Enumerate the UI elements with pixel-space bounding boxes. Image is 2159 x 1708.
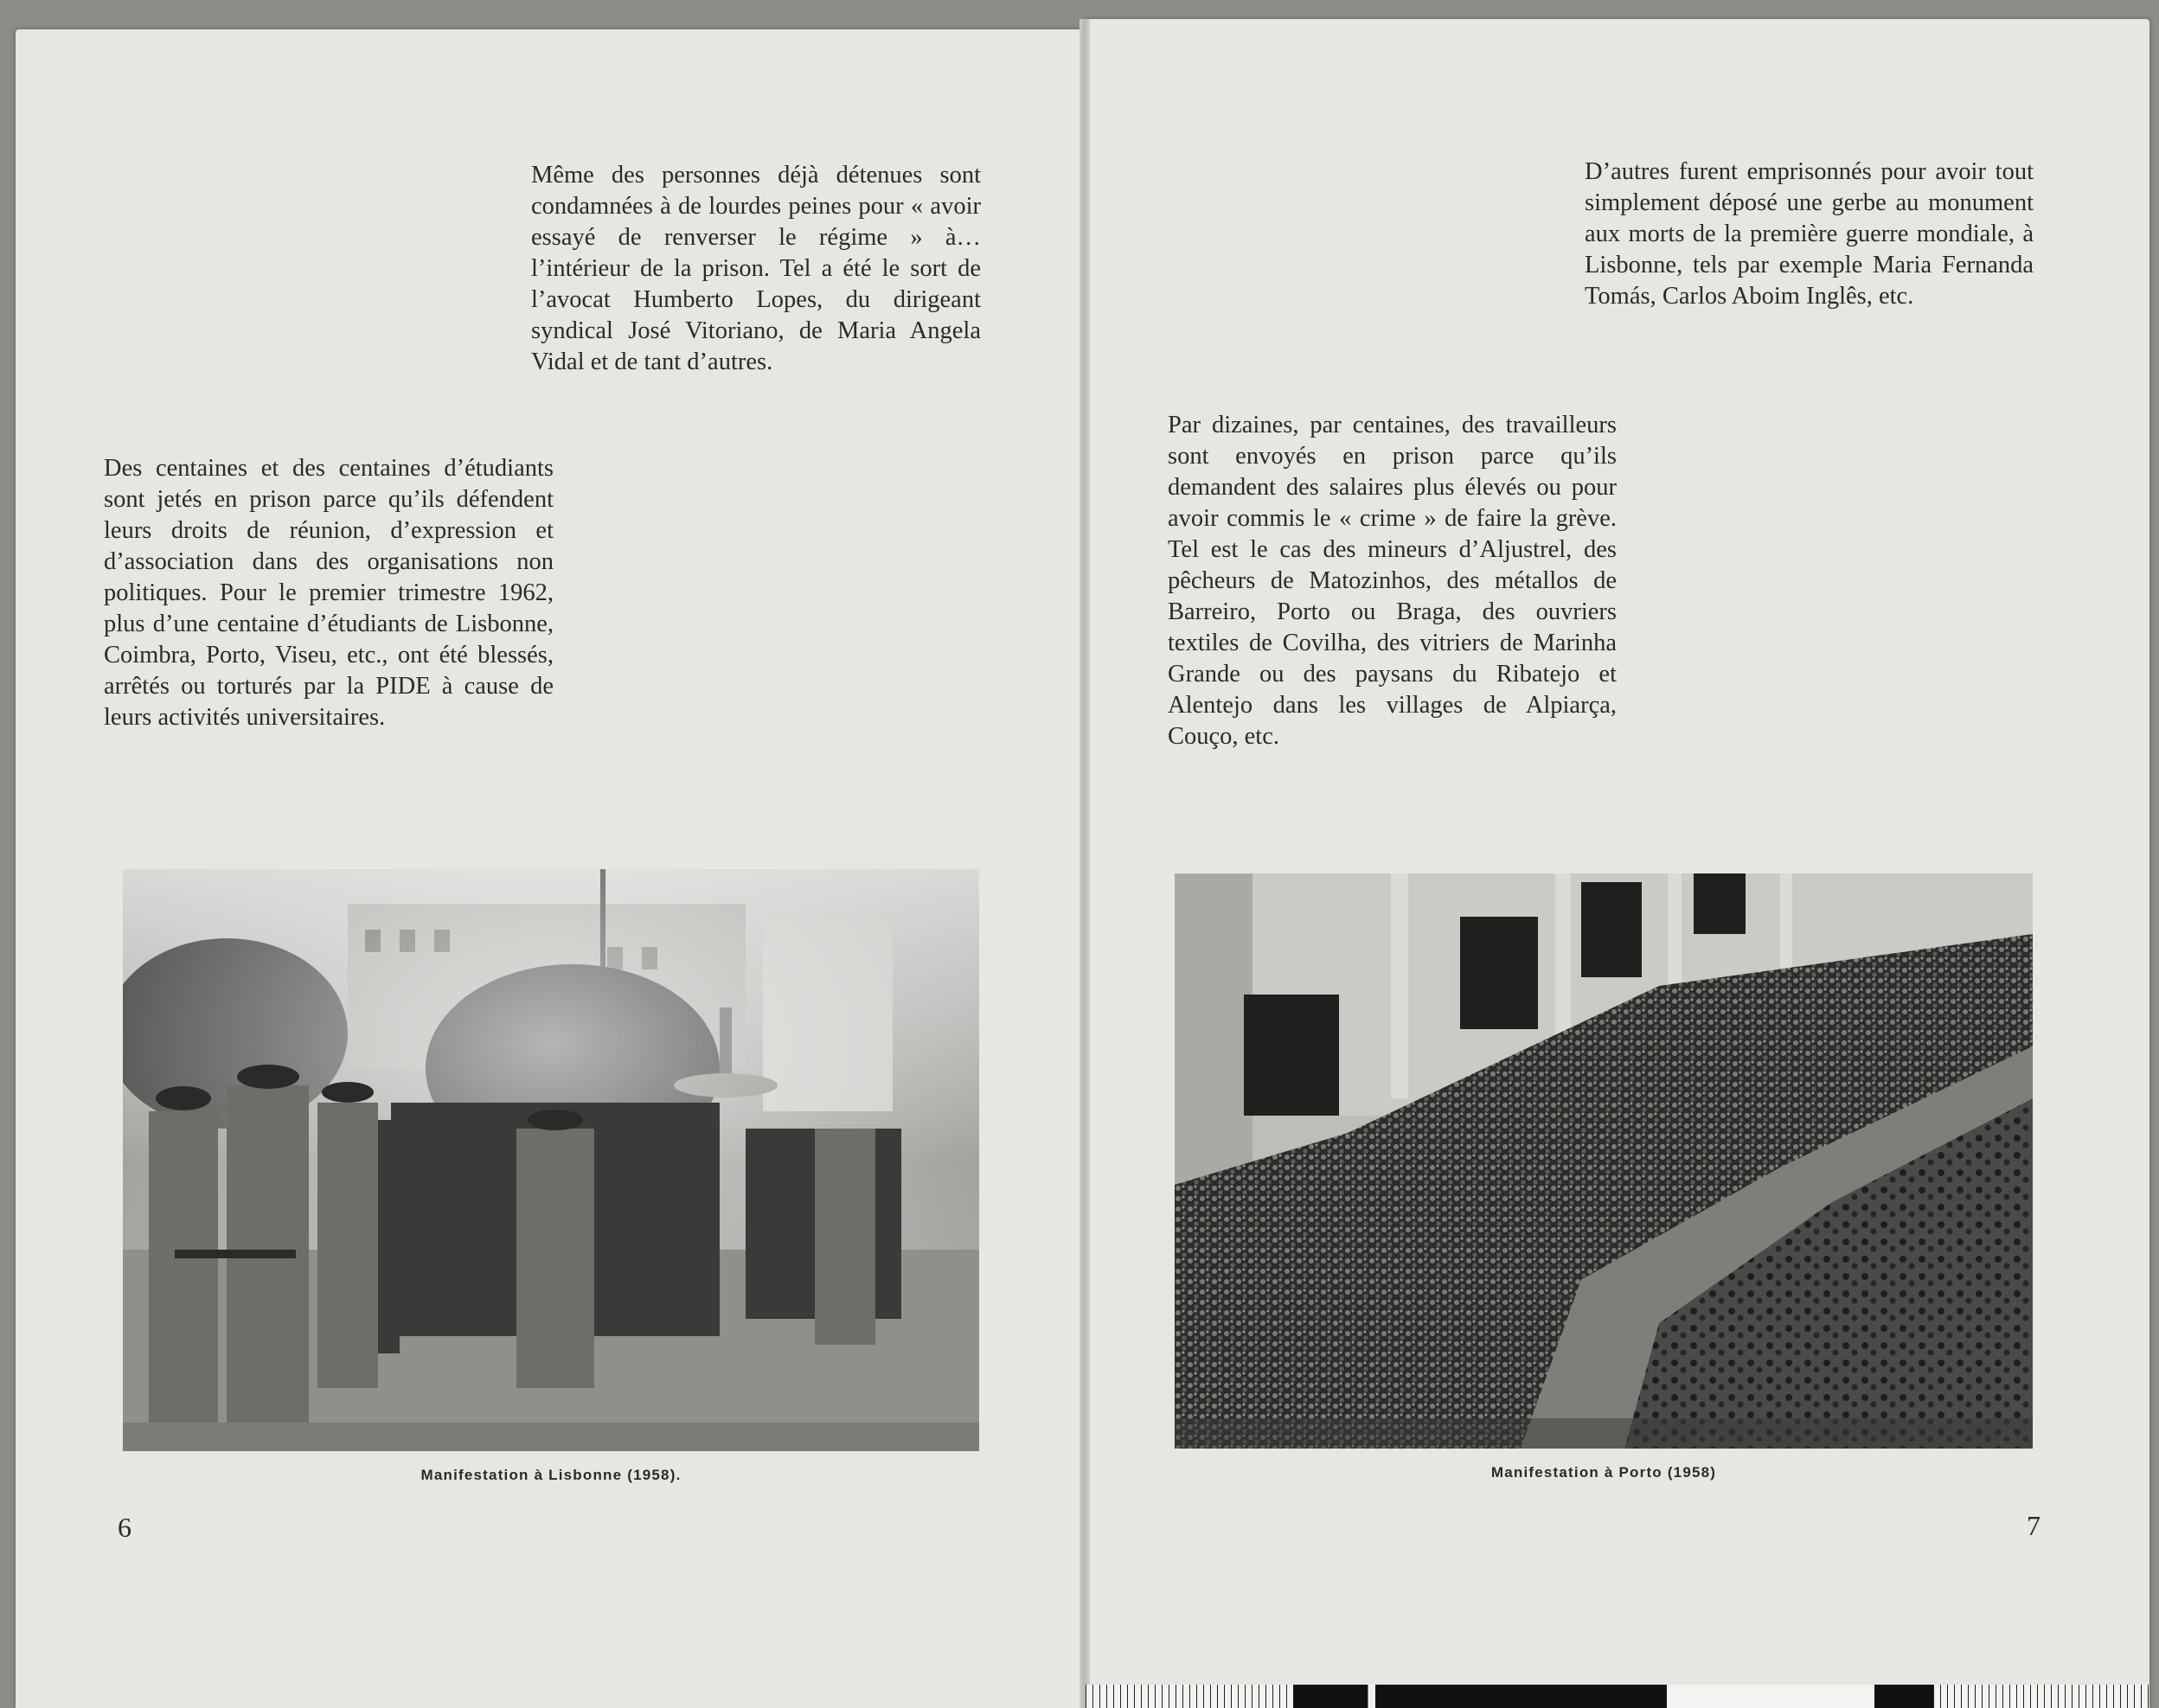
photo-porto-image	[1175, 873, 2033, 1449]
book-gutter	[1080, 19, 1090, 1708]
caption-porto: Manifestation à Porto (1958)	[1490, 1464, 1717, 1481]
page-number-right: 7	[2027, 1510, 2040, 1541]
scale-ruler-segment	[1086, 1685, 1293, 1708]
color-bar-segment-light	[1667, 1685, 1933, 1708]
left-page-paragraph-top: Même des personnes déjà détenues sont condamnées à de lourdes peines pour « avoir essayé de renverser le régime » à… l’intérieur de la prison. Tel a été le sort de l’avocat Humberto Lopes, du dirigeant syndical José Vitoriano, de Maria Angela Vidal et de tant d’autres.	[531, 162, 981, 375]
right-page-paragraph-top: D’autres furent emprisonnés pour avoir tout simplement déposé une gerbe au monument aux morts de la première guerre mondiale, à Lisbonne, tels par exemple Maria Fernanda Tomás, Carlos Aboim Inglês, etc.	[1585, 158, 2034, 310]
photo-lisbonne-demonstration	[123, 869, 979, 1451]
page-number-left: 6	[118, 1512, 131, 1543]
color-bar-segment	[1293, 1685, 1667, 1708]
scale-ruler-segment-right	[1933, 1685, 2149, 1708]
photo-porto-demonstration	[1175, 873, 2033, 1449]
caption-lisbonne: Manifestation à Lisbonne (1958).	[420, 1467, 682, 1483]
left-page-paragraph-bottom: Des centaines et des centaines d’étudiants sont jetés en prison parce qu’ils défendent leurs droits de réunion, d’expression et d’association dans des organisations non politiques. Pour le premier trimestre 1962, plus d’une centaine d’étudiants de Lisbonne, Coimbra, Porto, Viseu, etc., ont été blessés, arrêtés ou torturés par la PIDE à cause de leurs activités universitaires.	[104, 455, 554, 731]
right-page-paragraph-bottom: Par dizaines, par centaines, des travailleurs sont envoyés en prison parce qu’ils demandent des salaires plus élevés ou pour avoir commis le « crime » de faire la grève. Tel est le cas des mineurs d’Aljustrel, des pêcheurs de Matozinhos, des métallos de Barreiro, Porto ou Braga, des ouvriers textiles de Covilha, des vitriers de Marinha Grande ou des paysans du Ribatejo et Alentejo dans les villages de Alpiarça, Couço, etc.	[1168, 412, 1617, 750]
photo-lisbonne-image	[123, 869, 979, 1451]
